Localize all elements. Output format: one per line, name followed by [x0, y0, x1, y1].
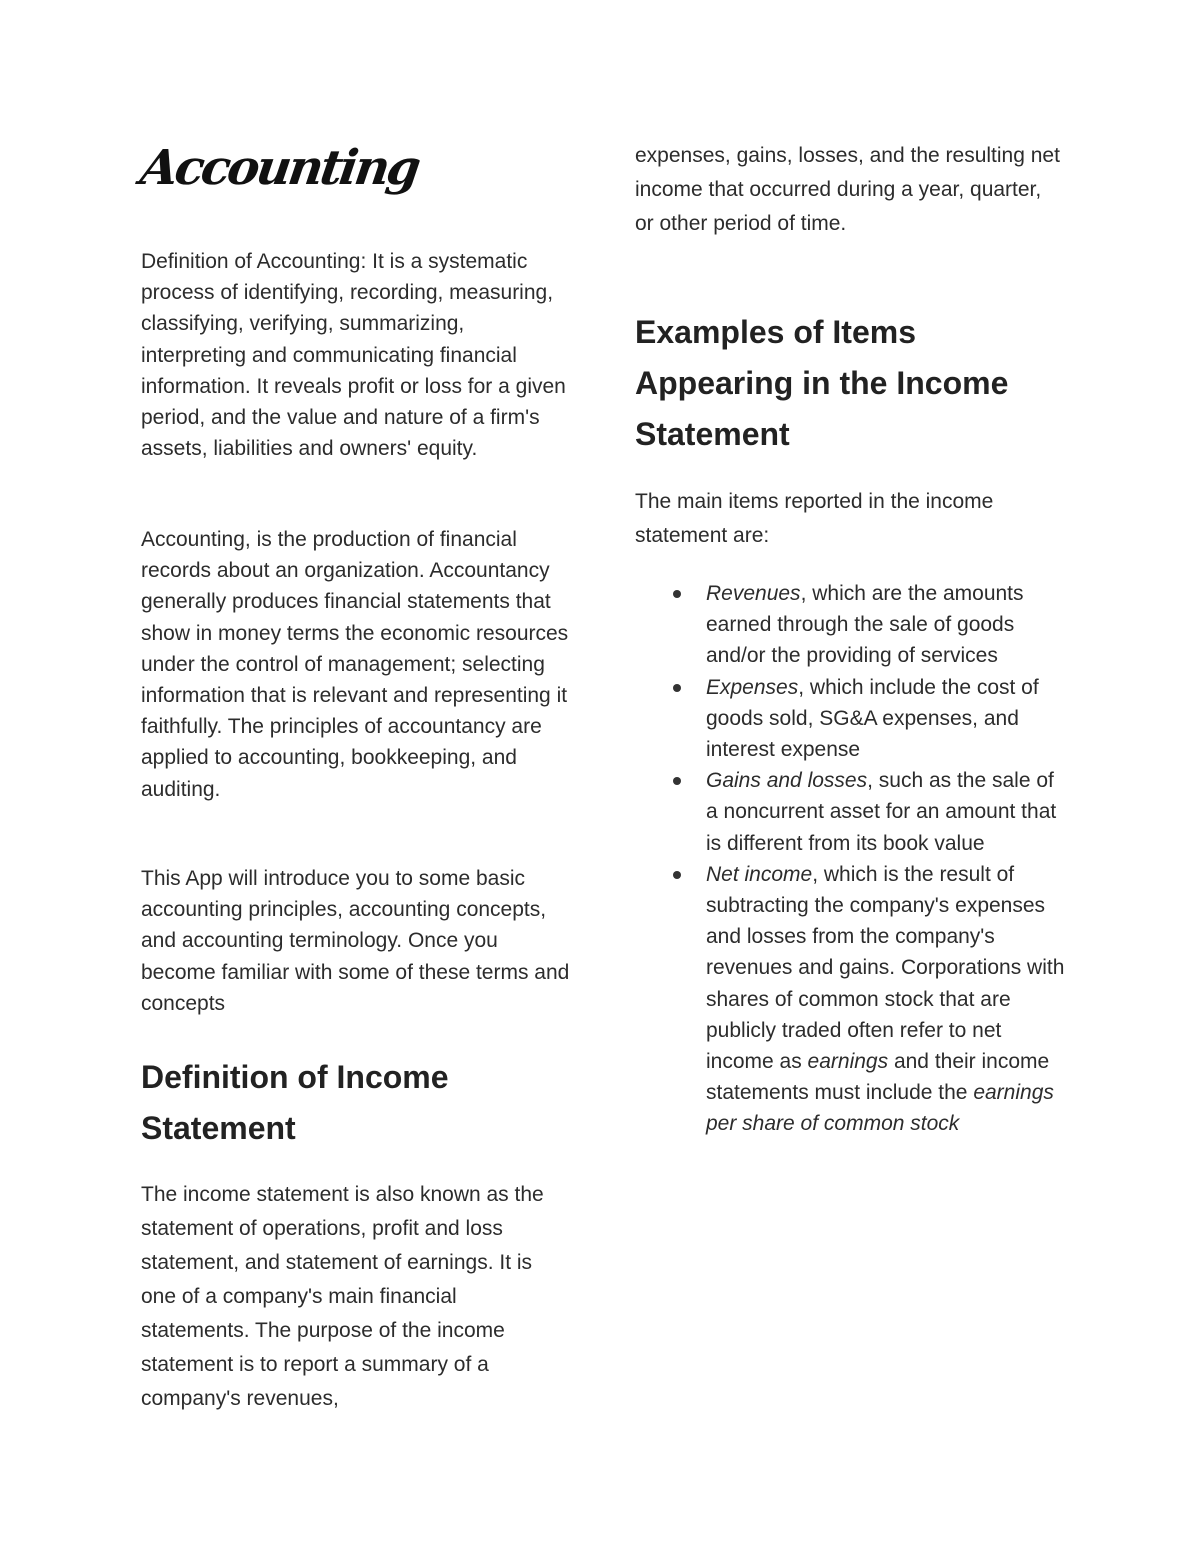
income-statement-paragraph: The income statement is also known as the statement of operations, profit and loss statement, and statement of earnings. It is one of a company's main financial statements. The purpose of the income statement is to report a summary of a company's revenues, [141, 1183, 544, 1410]
item-term: Net income [706, 862, 813, 886]
continued-paragraph: expenses, gains, losses, and the resulting net income that occurred during a year, quarter, or other period of time. [635, 144, 1060, 235]
list-item-revenues [635, 578, 1066, 672]
income-statement-heading: Definition of Income Statement [141, 1059, 449, 1146]
app-intro-paragraph: This App will introduce you to some basic accounting principles, accounting concepts, and accounting terminology. Once you become familiar with some of these terms and concepts [141, 867, 570, 1015]
item-description: , such as the sale of a noncurrent asset for an amount that is different from its book value [706, 769, 1057, 855]
examples-heading: Examples of Items Appearing in the Income Statement [635, 314, 1009, 452]
list-item-gains-losses [635, 765, 1066, 859]
list-item-expenses [635, 672, 1066, 766]
item-term: Expenses [706, 675, 799, 699]
item-description: , which are the amounts earned through the sale of goods and/or the providing of services [706, 582, 1024, 668]
bullet-dot-icon [673, 684, 681, 692]
items-intro-paragraph: The main items reported in the income statement are: [635, 490, 994, 547]
item-term: Revenues [706, 582, 801, 605]
item-term: Gains and losses [706, 769, 868, 793]
accounting-production-paragraph: Accounting, is the production of financial records about an organization. Accountancy generally produces financial statements that show in money terms the economic resources under the control of management; selecting information that is relevant and representing it faithfully. The principles of accountancy are applied to accounting, bookkeeping, and auditing. [141, 528, 569, 801]
bullet-dot-icon [673, 871, 681, 879]
item-emphasis-eps: earnings per share of common stock [706, 1081, 1054, 1136]
item-description: , which include the cost of goods sold, SG&A expenses, and interest expense [706, 675, 1039, 762]
list-item-net-income [635, 859, 1066, 1140]
bullet-dot-icon [673, 777, 681, 785]
income-items-list [635, 578, 1066, 1140]
item-emphasis-earnings: earnings [807, 1050, 889, 1074]
item-description-continued: and their income statements must include the [706, 1050, 1050, 1105]
item-description: , which is the result of subtracting the company's expenses and losses from the company's revenues and gains. Corporations with shares of common stock that are publicly traded often refer to net income as [706, 862, 1065, 1074]
document-title: Accounting [137, 140, 422, 196]
bullet-dot-icon [673, 590, 681, 598]
accounting-definition-paragraph: Definition of Accounting: It is a systematic process of identifying, recording, measuring, classifying, verifying, summarizing, interpreting and communicating financial information. It reveals profit or loss for a given period, and the value and nature of a firm's assets, liabilities and owners' equity. [141, 250, 566, 461]
